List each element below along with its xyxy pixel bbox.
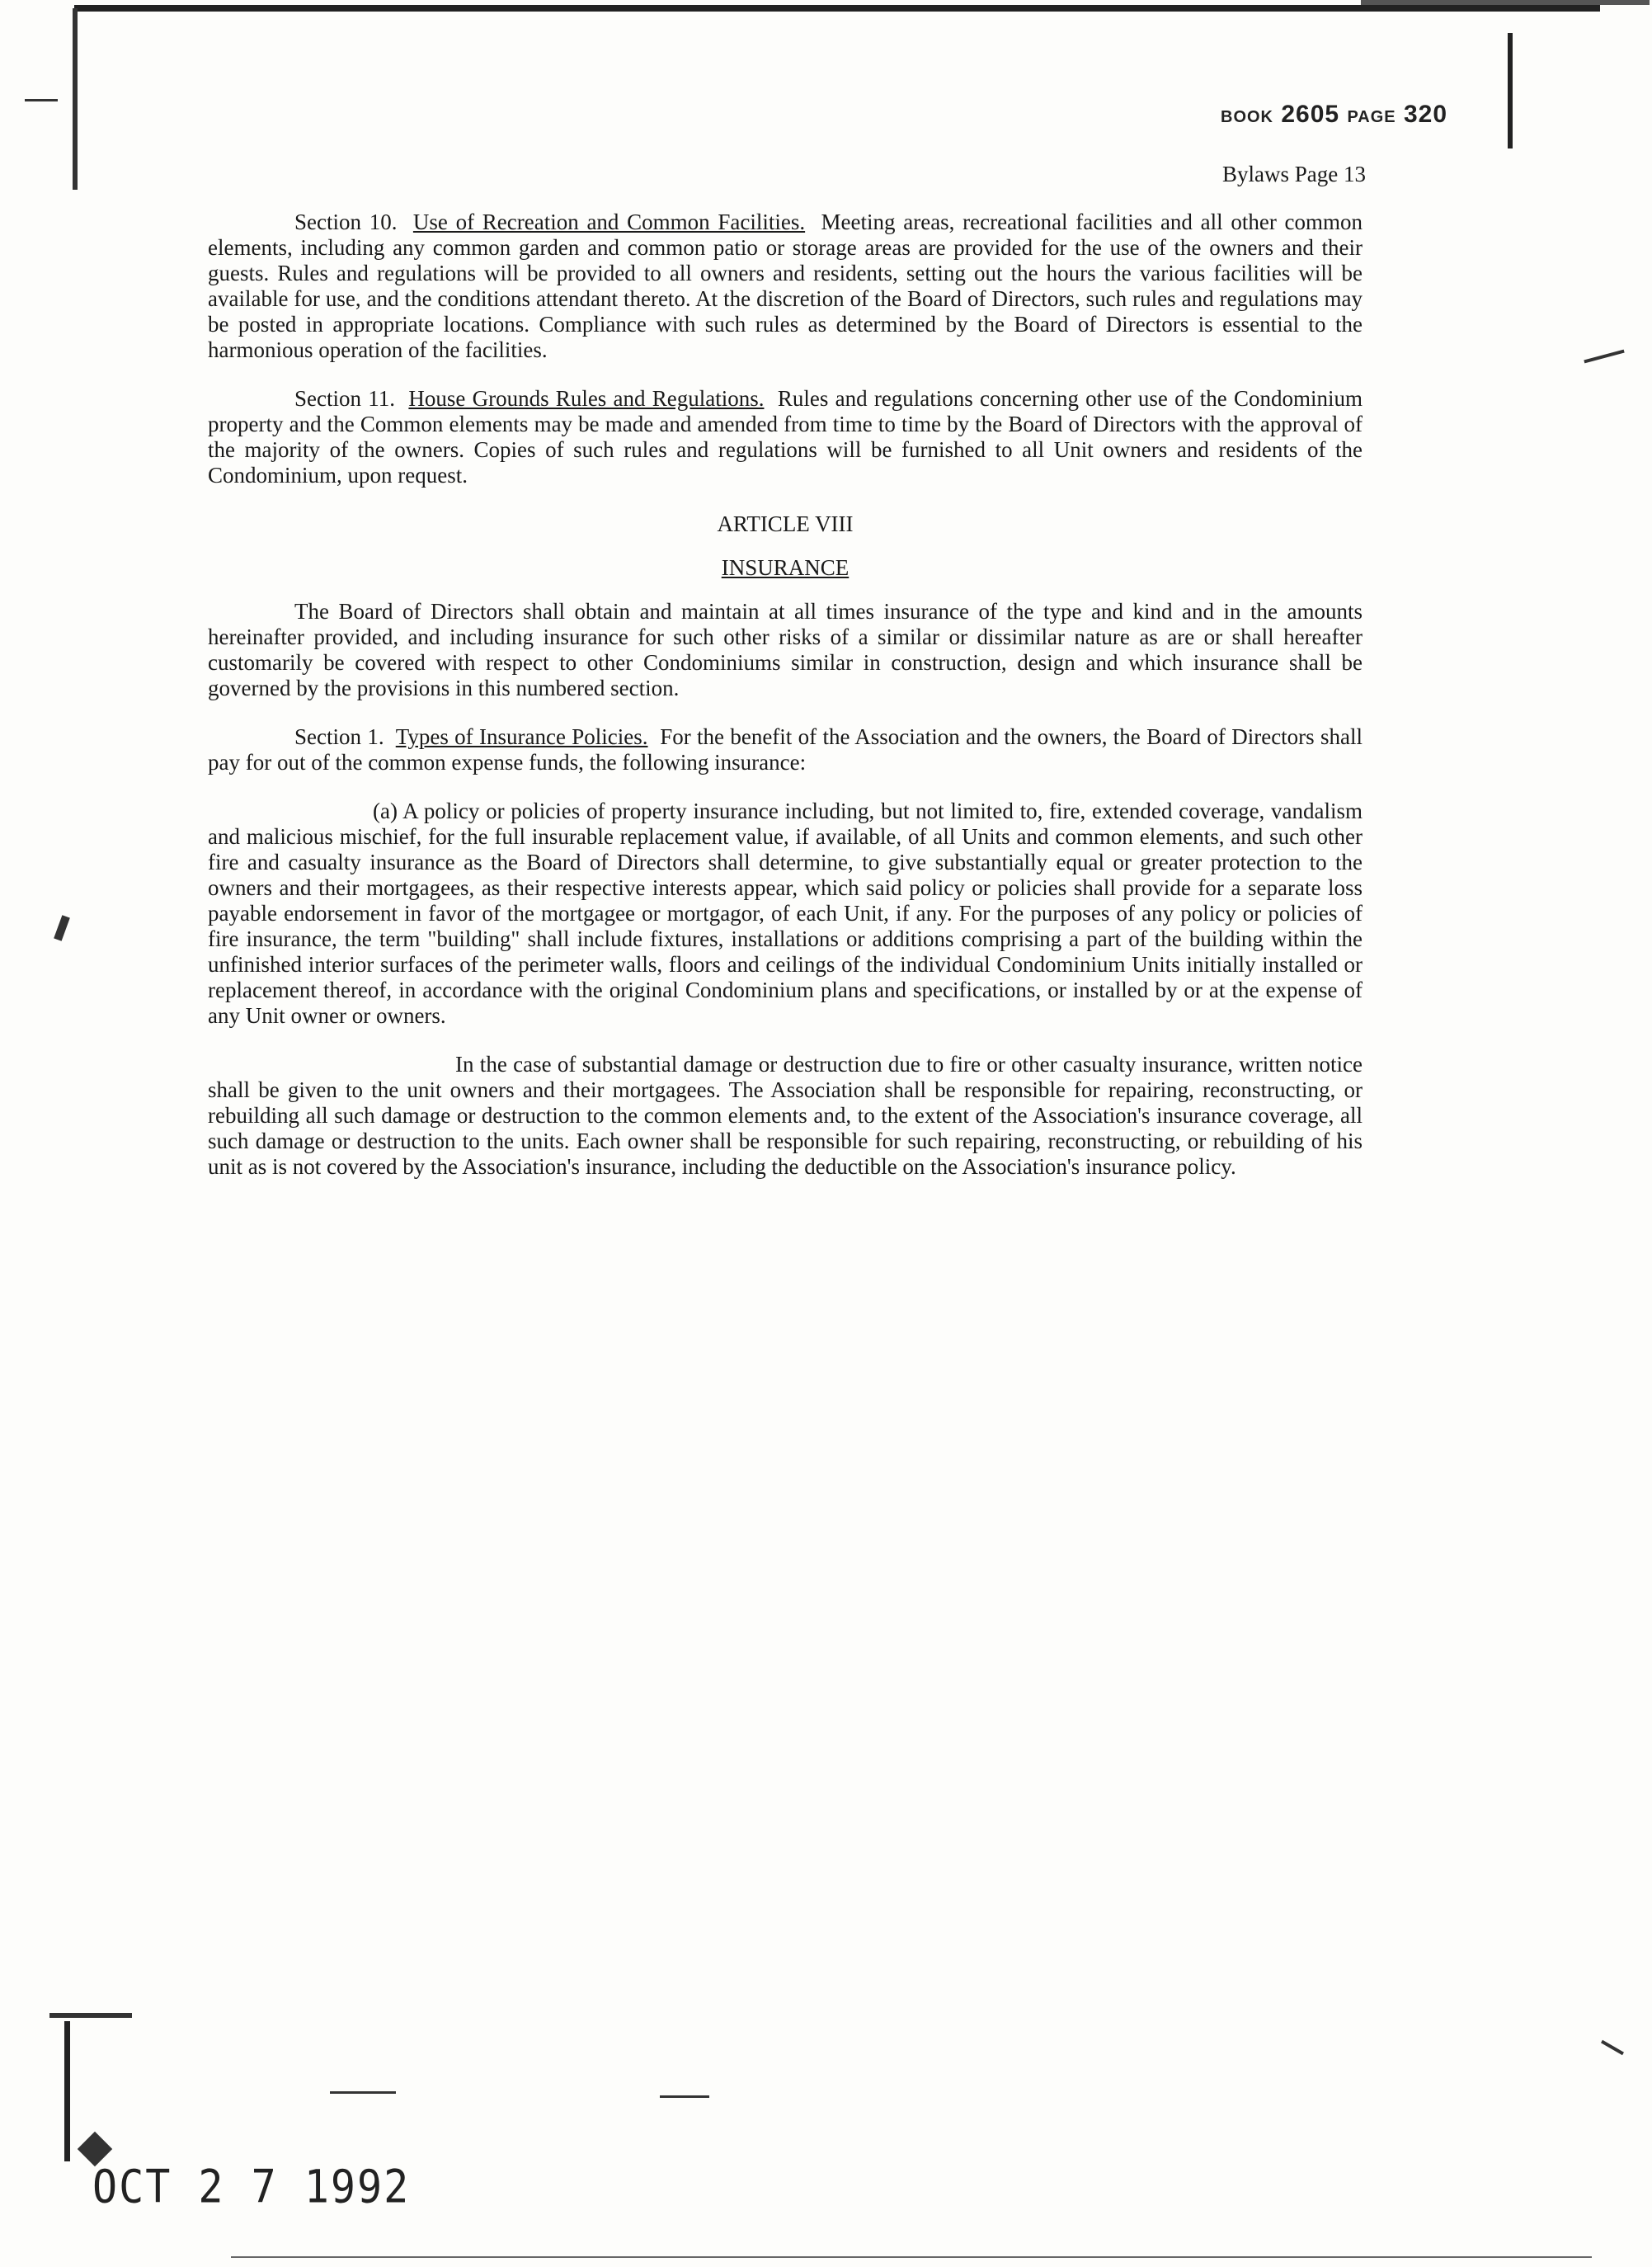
- section-10-title: Use of Recreation and Common Facilities.: [412, 210, 806, 234]
- article-title: INSURANCE: [721, 555, 850, 580]
- scan-edge: [1508, 33, 1513, 148]
- book-label: BOOK: [1221, 108, 1273, 126]
- scan-mark: [54, 915, 70, 941]
- scan-edge: [1361, 0, 1650, 5]
- scan-mark: [231, 2256, 1592, 2258]
- date-stamp: OCT 2 7 1992: [92, 2161, 411, 2213]
- scan-mark: [1601, 2040, 1624, 2055]
- section-1: [208, 724, 1363, 775]
- page-caption: Bylaws Page 13: [1222, 162, 1366, 186]
- page-label: PAGE: [1347, 108, 1396, 126]
- section-11-body: Rules and regulations concerning other use of the Condominium property and the Common elements may be made and amended from time to time by the Board of Directors with the approval of the majority of the owners. Copies of such rules and regulations will be furnished to all Unit owners and residents of the Condominium, upon request.: [208, 386, 1363, 488]
- scan-mark: [330, 2091, 396, 2094]
- scan-mark: [25, 99, 58, 101]
- scan-edge: [64, 2021, 70, 2161]
- section-10-label: Section 10.: [294, 210, 398, 234]
- scan-mark: [49, 2013, 132, 2018]
- section-10: [208, 210, 1363, 363]
- section-11-title: House Grounds Rules and Regulations.: [408, 386, 765, 411]
- section-1-body: For the benefit of the Association and the owners, the Board of Directors shall pay for out of the common expense funds, the following insurance:: [208, 724, 1363, 775]
- scan-edge: [74, 5, 1600, 12]
- section-1-title: Types of Insurance Policies.: [395, 724, 648, 749]
- subsection-a: (a) A policy or policies of property insurance including, but not limited to, fire, extended coverage, vandalism and malicious mischief, for the full insurable replacement value, if available, of all Units and common elements, and such other fire and casualty insurance as the Board of Directors shall determine, to give substantially equal or greater protection to the owners and their mortgagees, as their respective interests appear, which said policy or policies shall provide for a separate loss payable endorsement in favor of the mortgagee or mortgagor, of each Unit, if any. For the purposes of any policy or policies of fire insurance, the term "building" shall include fixtures, installations or additions comprising a part of the building within the unfinished interior surfaces of the perimeter walls, floors and ceilings of the individual Condominium Units initially installed or replacement thereof, in accordance with the original Condominium plans and specifications, or installed by or at the expense of any Unit owner or owners.: [208, 799, 1363, 1028]
- book-page-reference: [1221, 101, 1468, 129]
- damage-paragraph: In the case of substantial damage or destruction due to fire or other casualty insurance, written notice shall be given to the unit owners and their mortgagees. The Association shall be responsible for repairing, reconstructing, or rebuilding all such damage or destruction to the common elements and, to the extent of the Association's insurance coverage, all such damage or destruction to the units. Each owner shall be responsible for such repairing, reconstructing, or rebuilding of his unit as is not covered by the Association's insurance, including the deductible on the Association's insurance policy.: [208, 1052, 1363, 1179]
- scan-mark: [660, 2095, 709, 2098]
- document-body: [208, 210, 1363, 1203]
- page-number: 320: [1403, 101, 1448, 128]
- scan-edge: [73, 8, 78, 190]
- section-10-body: Meeting areas, recreational facilities and all other common elements, including any common garden and common patio or storage areas are provided for the use of the owners and their guests. Rules and regulations will be provided to all owners and residents, setting out the hours the various facilities will be available for use, and the conditions attendant thereto. At the discretion of the Board of Directors, such rules and regulations may be posted in appropriate locations. Compliance with such rules as determined by the Board of Directors is essential to the harmonious operation of the facilities.: [208, 210, 1363, 362]
- section-1-label: Section 1.: [294, 724, 384, 749]
- section-11-label: Section 11.: [294, 386, 395, 411]
- article-intro: The Board of Directors shall obtain and maintain at all times insurance of the type and kind and in the amounts hereinafter provided, and including insurance for such other risks of a similar or dissimilar nature as are or shall hereafter customarily be covered with respect to other Condominiums similar in construction, design and which insurance shall be governed by the provisions in this numbered section.: [208, 599, 1363, 700]
- article-number: ARTICLE VIII: [717, 511, 854, 536]
- section-11: [208, 386, 1363, 488]
- book-number: 2605: [1281, 101, 1340, 128]
- scan-mark: [1584, 350, 1624, 364]
